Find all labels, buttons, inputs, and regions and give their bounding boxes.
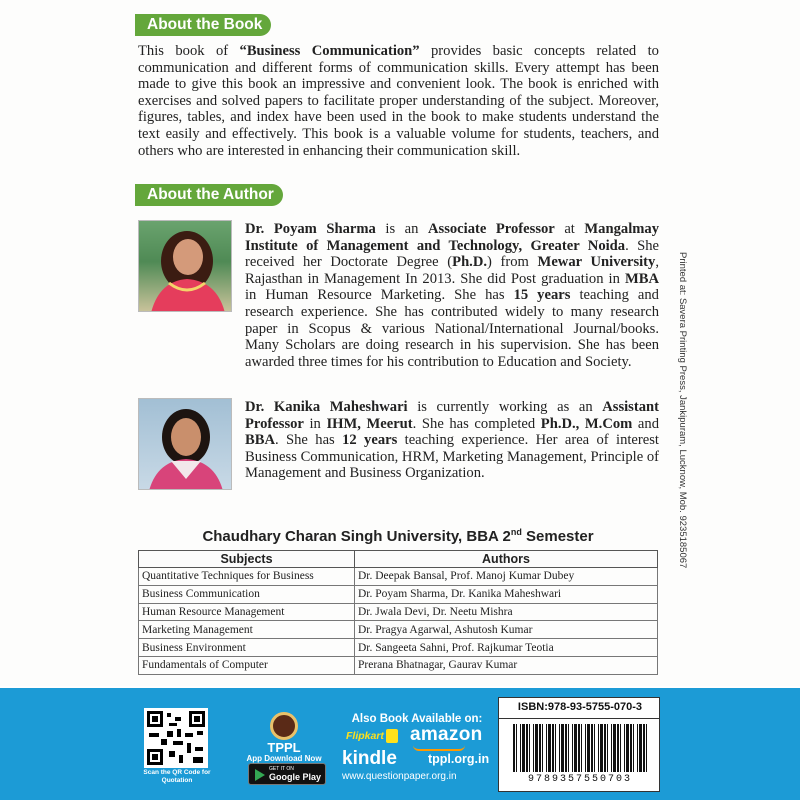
authors-cell: Dr. Sangeeta Sahni, Prof. Rajkumar Teotia — [355, 639, 658, 657]
author2-years: 12 years — [342, 432, 398, 449]
printer-imprint: Printed at: Savera Printing Press, Jankipuram, Lucknow, Mob. 9235185067 — [677, 252, 688, 569]
author1-institute: Mangalmay Institute of Management and Technology, Greater Noida — [245, 221, 659, 254]
authors-cell: Dr. Jwala Devi, Dr. Neetu Mishra — [355, 603, 658, 621]
authors-cell: Dr. Pragya Agarwal, Ashutosh Kumar — [355, 621, 658, 639]
author-photo-poyam-sharma — [138, 220, 232, 312]
author1-text-1: is an — [375, 221, 428, 237]
author1-pg: MBA — [624, 270, 659, 287]
author1-text-6: in Human Resource Marketing. She has — [245, 287, 514, 304]
author2-name: Dr. Kanika Maheshwari — [245, 399, 408, 415]
google-play-icon — [255, 769, 265, 781]
author1-role: Associate Professor — [427, 221, 555, 237]
authors-cell: Dr. Deepak Bansal, Prof. Manoj Kumar Dubey — [355, 568, 658, 586]
author1-years: 15 years — [513, 287, 571, 304]
author-photo-kanika-maheshwari-image — [139, 399, 232, 490]
subjects-authors-table — [138, 550, 658, 675]
tppl-website-link[interactable]: tppl.org.in — [428, 752, 490, 766]
author2-text-3: . She has completed — [412, 415, 541, 432]
barcode-icon — [513, 724, 649, 772]
google-play-badge[interactable] — [248, 763, 326, 785]
authors-cell: Dr. Poyam Sharma, Dr. Kanika Maheshwari — [355, 585, 658, 603]
google-play-get-it: GET IT ON — [269, 766, 294, 772]
amazon-logo[interactable]: amazon — [410, 724, 483, 745]
author1-text-5: , Rajasthan in Management In 2013. She did Post graduation in — [245, 254, 659, 287]
author1-university: Mewar University — [537, 254, 656, 271]
author1-text-3: . She received her Doctorate Degree ( — [245, 237, 660, 271]
google-play-label: Google Play — [269, 772, 322, 782]
author-photo-kanika-maheshwari — [138, 398, 232, 490]
author-photo-poyam-sharma-image — [139, 221, 232, 312]
subject-cell: Fundamentals of Computer — [139, 656, 355, 674]
author2-text-4: and — [632, 415, 659, 432]
amazon-smile-icon — [413, 745, 465, 751]
book-title: “Business Communication” — [239, 43, 420, 59]
authors-cell: Prerana Bhatnagar, Gaurav Kumar — [355, 656, 658, 674]
about-book-heading: About the Book — [138, 14, 271, 36]
author2-degrees: Ph.D., M.Com — [540, 415, 633, 432]
publisher-name: TPPL — [267, 740, 301, 755]
isbn-number: ISBN:978-93-5755-070-3 — [517, 701, 643, 713]
author2-text-6: teaching experience. Her area of interest Business Communication, HRM, Marketing Management, Principle of Management and Business Organization. — [245, 432, 659, 482]
isbn-barcode-box — [498, 697, 660, 792]
university-title-sup: nd — [510, 527, 522, 537]
about-author-heading: About the Author — [138, 184, 283, 206]
author2-bio — [245, 399, 659, 482]
available-on-text: Also Book Available on: — [351, 713, 483, 725]
about-book-text — [138, 43, 659, 159]
table-row — [139, 656, 658, 674]
header-subjects: Subjects — [139, 551, 355, 568]
app-download-text: App Download Now — [246, 754, 322, 763]
author2-institute: IHM, Meerut — [326, 415, 413, 432]
author1-text-2: at — [554, 221, 585, 237]
kindle-logo[interactable]: kindle — [342, 748, 397, 769]
flipkart-bag-icon — [386, 729, 398, 743]
subject-cell: Business Communication — [139, 585, 355, 603]
qr-code-icon[interactable] — [144, 708, 208, 768]
author1-text-7: teaching and research experience. She has contributed widely to many research paper in Scopus & various National/International Journal/books. Many Scholars are doing research in his supervision. She has been awarded three times for his contribution to Education and Society. — [245, 287, 659, 370]
subject-cell: Human Resource Management — [139, 603, 355, 621]
barcode-digits: 9789357550703 — [527, 774, 632, 785]
footer-band — [0, 688, 800, 800]
university-title — [138, 527, 658, 545]
qr-caption: Scan the QR Code for Quotation — [143, 769, 211, 784]
table-row — [139, 603, 658, 621]
author2-role: Assistant Professor — [245, 399, 659, 432]
table-row — [139, 621, 658, 639]
isbn-divider — [499, 718, 659, 719]
table-row — [139, 568, 658, 586]
subject-cell: Quantitative Techniques for Business — [139, 568, 355, 586]
tppl-logo-icon — [270, 712, 298, 740]
university-title-tail: Semester — [521, 528, 594, 545]
about-book-text-body: provides basic concepts related to communication and different forms of communication skills. Every attempt has been made to give this book an impressive and convenient look. The book is enriched with exercises and solved papers to facilitate proper understanding of the subject. Moreover, figures, tables, and index have been used in the book to make students understand the text easily and effectively. This book is a valuable volume for students, teachers, and others who are interested in enhancing their communication skill. — [138, 43, 659, 159]
subject-cell: Business Environment — [139, 639, 355, 657]
questionpaper-website-link[interactable]: www.questionpaper.org.in — [342, 771, 457, 782]
author1-name: Dr. Poyam Sharma — [245, 221, 376, 237]
author1-text-4: ) from — [487, 254, 538, 271]
header-authors: Authors — [355, 551, 658, 568]
subject-cell: Marketing Management — [139, 621, 355, 639]
table-row — [139, 585, 658, 603]
author2-text-5: . She has — [275, 432, 343, 449]
author1-bio-top — [245, 221, 659, 370]
author1-degree: Ph.D. — [452, 254, 488, 271]
flipkart-logo[interactable]: Flipkart — [346, 730, 384, 742]
author2-text-2: in — [303, 415, 327, 432]
author2-text-1: is currently working as an — [407, 399, 603, 415]
author2-bba: BBA — [245, 432, 276, 449]
university-title-main: Chaudhary Charan Singh University, BBA 2 — [202, 528, 511, 545]
about-book-text-intro: This book of — [138, 43, 240, 59]
table-row — [139, 639, 658, 657]
qr-code-pattern — [147, 711, 205, 765]
table-header-row — [139, 551, 658, 568]
